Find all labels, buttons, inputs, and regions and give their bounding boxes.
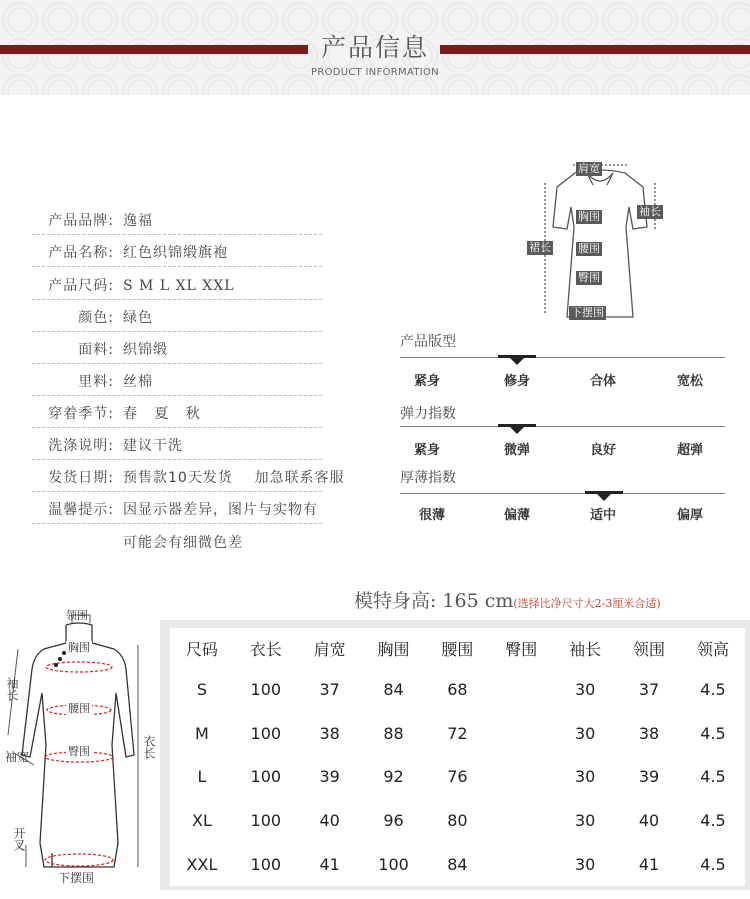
qipao-tag-chest: 胸围 [68,641,90,654]
table-row: XXL 100 41 100 84 30 41 4.5 [186,854,726,874]
header-collar-height: 领高 [696,639,729,659]
qipao-tag-collar: 领围 [66,609,88,622]
info-row-brand: 产品品牌: 逸福 [32,208,322,235]
tag-length: 裙长 [529,241,551,254]
info-row-color: 颜色: 绿色 [32,305,322,332]
size-table [170,628,745,886]
model-height: 模特身高: 165 cm(选择比净尺寸大2-3厘米合适) [354,590,661,612]
table-row: M 100 38 88 72 30 38 4.5 [195,723,726,743]
page-subtitle: PRODUCT INFORMATION [311,67,439,78]
info-row-delivery: 发货日期: 预售款10天发货 加急联系客服 [32,465,322,492]
qipao-tag-cuff: 袖宽 [5,750,30,764]
tag-hem: 下摆围 [571,306,604,319]
qipao-tag-slit: 开叉 [12,827,26,851]
header-size: 尺码 [185,639,218,659]
info-row-tips: 温馨提示: 因显示器差异，图片与实物有 [32,497,322,524]
header-length: 衣长 [249,639,282,659]
info-row-season: 穿着季节: 春 夏 秋 [32,401,322,428]
info-tips-continued: 可能会有细微色差 [123,535,243,551]
header-hip: 臀围 [505,639,538,659]
info-row-name: 产品名称: 红色织锦缎旗袍 [32,240,322,267]
info-row-lining: 里料: 丝棉 [32,369,322,396]
dress-outline-icon [525,155,675,325]
tag-chest: 胸围 [578,210,600,223]
qipao-tag-sleeve: 袖长 [5,677,19,701]
header-collar: 领围 [633,639,666,659]
qipao-tag-waist: 腰围 [68,702,90,715]
info-row-washing: 洗涤说明: 建议干洗 [32,433,322,460]
qipao-tag-hem: 下摆围 [58,871,95,885]
size-table-header [170,628,745,668]
dress-measurement-diagram [525,155,675,325]
table-row: XL 100 40 96 80 30 40 4.5 [192,811,726,831]
qipao-measurement-diagram [0,605,160,895]
header-banner [0,0,750,95]
info-row-fabric: 面料: 织锦缎 [32,337,322,364]
header-shoulder: 肩宽 [313,639,346,659]
tag-hip: 臀围 [578,271,600,284]
tag-shoulder: 肩宽 [578,162,600,175]
page-title: 产品信息 [320,33,429,62]
header-sleeve: 袖长 [569,639,602,659]
header-waist: 腰围 [441,639,474,659]
info-row-sizes: 产品尺码: S M L XL XXL [32,273,322,300]
table-row: L 100 39 92 76 30 39 4.5 [197,767,726,787]
qipao-tag-length: 衣长 [142,735,156,759]
tag-waist: 腰围 [578,242,600,255]
tag-sleeve: 袖长 [639,205,661,218]
table-row: S 100 37 84 68 30 37 4.5 [196,680,726,700]
header-chest: 胸围 [377,639,410,659]
qipao-tag-hip: 臀围 [68,745,90,758]
